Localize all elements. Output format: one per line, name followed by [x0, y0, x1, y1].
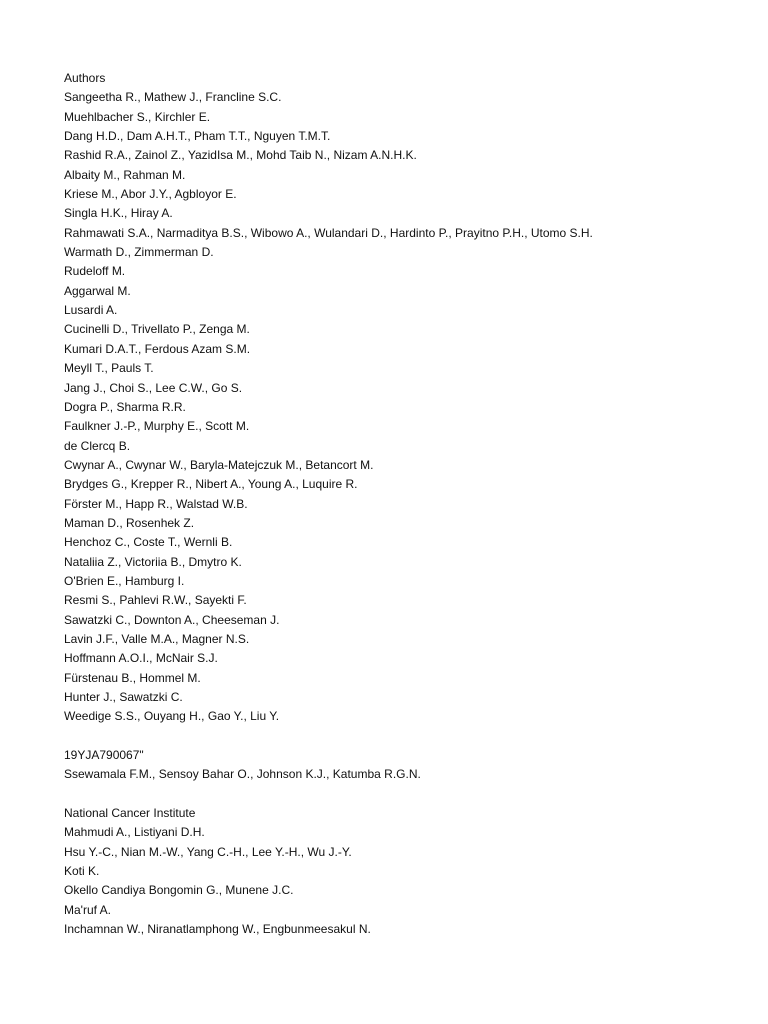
- funder-line: National Cancer Institute: [64, 806, 196, 821]
- author-line: Sawatzki C., Downton A., Cheeseman J.: [64, 612, 280, 627]
- author-line: Fürstenau B., Hommel M.: [64, 670, 201, 685]
- author-line: Sangeetha R., Mathew J., Francline S.C.: [64, 90, 282, 105]
- author-line: Ssewamala F.M., Sensoy Bahar O., Johnson K.J., Katumba R.G.N.: [64, 767, 421, 782]
- blank-line: [64, 727, 754, 746]
- author-line: Hunter J., Sawatzki C.: [64, 690, 183, 704]
- author-line: Albaity M., Rahman M.: [64, 167, 186, 182]
- author-line: Henchoz C., Coste T., Wernli B.: [64, 535, 233, 550]
- author-line: Inchamnan W., Niranatlamphong W., Engbunmeesakul N.: [64, 922, 371, 937]
- author-line: Meyll T., Pauls T.: [64, 361, 154, 376]
- author-line: Lusardi A.: [64, 303, 118, 318]
- author-line: Mahmudi A., Listiyani D.H.: [64, 825, 205, 840]
- author-line: Hsu Y.-C., Nian M.-W., Yang C.-H., Lee Y.-H., Wu J.-Y.: [64, 844, 352, 859]
- author-line: Rashid R.A., Zainol Z., YazidIsa M., Mohd Taib N., Nizam A.N.H.K.: [64, 148, 417, 163]
- author-line: Kriese M., Abor J.Y., Agbloyor E.: [64, 187, 237, 202]
- author-line: Okello Candiya Bongomin G., Munene J.C.: [64, 883, 294, 898]
- author-line: Lavin J.F., Valle M.A., Magner N.S.: [64, 631, 250, 646]
- author-line: Maman D., Rosenhek Z.: [64, 515, 195, 530]
- author-line: O'Brien E., Hamburg I.: [64, 573, 185, 588]
- blank-line: [64, 785, 754, 804]
- author-line: Jang J., Choi S., Lee C.W., Go S.: [64, 380, 243, 395]
- author-line: de Clercq B.: [64, 438, 131, 453]
- author-line: Warmath D., Zimmerman D.: [64, 245, 214, 260]
- author-line: Brydges G., Krepper R., Nibert A., Young A., Luquire R.: [64, 477, 358, 492]
- author-line: Singla H.K., Hiray A.: [64, 206, 173, 221]
- grant-id-line: 19YJA790067": [64, 748, 144, 763]
- author-line: Faulkner J.-P., Murphy E., Scott M.: [64, 419, 250, 434]
- author-line: Förster M., Happ R., Walstad W.B.: [64, 496, 248, 511]
- author-line: Aggarwal M.: [64, 283, 131, 298]
- author-line: Rudeloff M.: [64, 264, 126, 279]
- author-line: Kumari D.A.T., Ferdous Azam S.M.: [64, 341, 251, 356]
- author-line: Dogra P., Sharma R.R.: [64, 399, 186, 414]
- author-line: Muehlbacher S., Kirchler E.: [64, 109, 211, 124]
- author-line: Hoffmann A.O.I., McNair S.J.: [64, 651, 218, 666]
- author-line: Ma'ruf A.: [64, 902, 111, 917]
- author-line: Cucinelli D., Trivellato P., Zenga M.: [64, 322, 250, 337]
- author-line: Dang H.D., Dam A.H.T., Pham T.T., Nguyen T.M.T.: [64, 129, 331, 144]
- author-line: Nataliia Z., Victoriia B., Dmytro K.: [64, 554, 242, 569]
- author-line: Koti K.: [64, 864, 100, 879]
- author-list: [64, 69, 754, 939]
- author-line: Rahmawati S.A., Narmaditya B.S., Wibowo A., Wulandari D., Hardinto P., Prayitno P.H., Utomo S.H.: [64, 225, 593, 240]
- heading-authors: Authors: [64, 71, 106, 85]
- author-line: Weedige S.S., Ouyang H., Gao Y., Liu Y.: [64, 709, 280, 724]
- author-line: Resmi S., Pahlevi R.W., Sayekti F.: [64, 593, 247, 608]
- author-line: Cwynar A., Cwynar W., Baryla-Matejczuk M., Betancort M.: [64, 457, 374, 472]
